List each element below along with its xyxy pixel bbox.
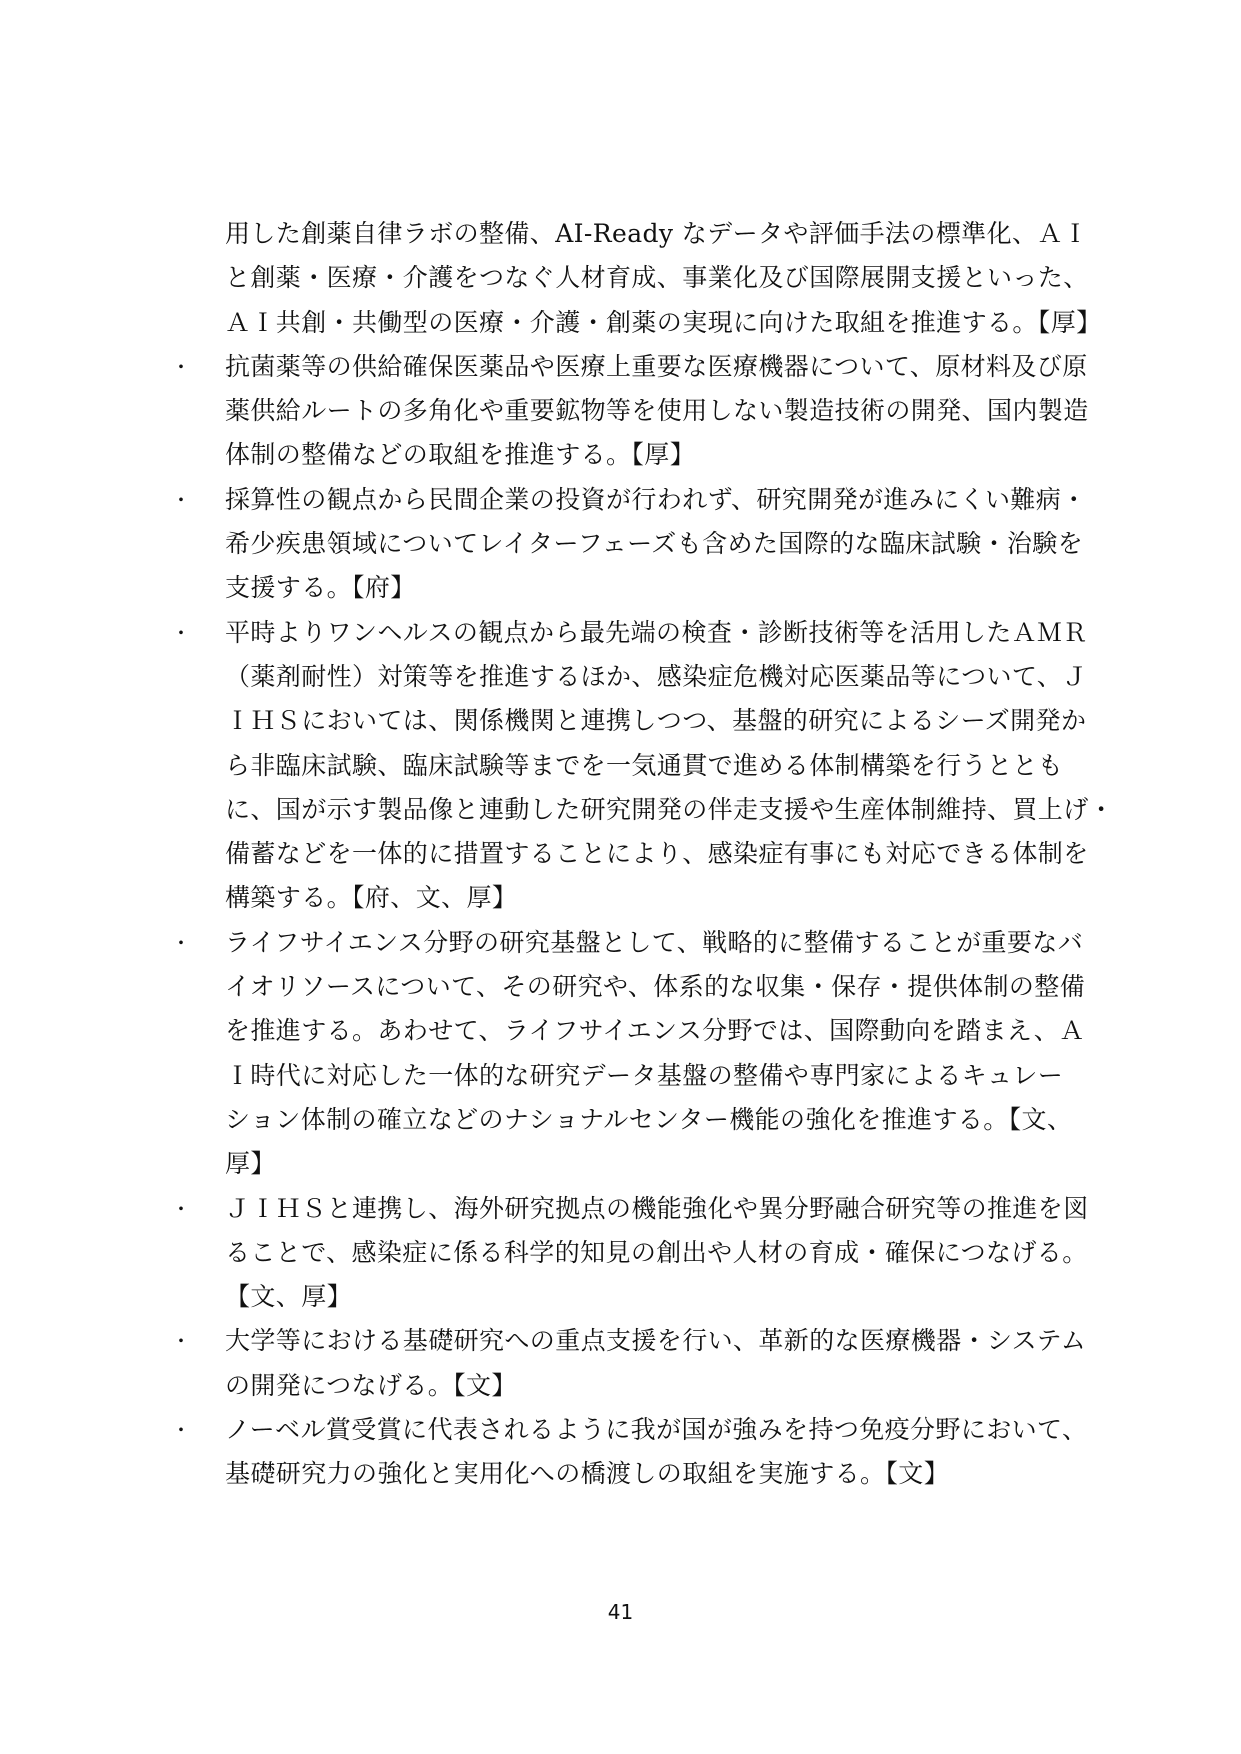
bullet-marker: ・ bbox=[171, 1196, 191, 1221]
text-line: に、国が示す製品像と連動した研究開発の伴走支援や生産体制維持、買上げ・ bbox=[225, 794, 1115, 824]
text-line: ＩＨＳにおいては、関係機関と連携しつつ、基盤的研究によるシーズ開発か bbox=[225, 706, 1087, 736]
list-item bbox=[166, 921, 1086, 1187]
bullet-marker: ・ bbox=[171, 1418, 191, 1443]
text-line: ＪＩＨＳと連携し、海外研究拠点の機能強化や異分野融合研究等の推進を図 bbox=[225, 1193, 1089, 1223]
bullet-marker: ・ bbox=[171, 620, 191, 645]
bullet-marker: ・ bbox=[171, 354, 191, 379]
list-item bbox=[166, 345, 1089, 478]
text-line: 基礎研究力の強化と実用化への橋渡しの取組を実施する。【文】 bbox=[225, 1459, 950, 1489]
text-line: 構築する。【府、文、厚】 bbox=[225, 883, 518, 913]
text-line: を推進する。あわせて、ライフサイエンス分野では、国際動向を踏まえ、Ａ bbox=[225, 1016, 1085, 1046]
text-line: 用した創薬自律ラボの整備、AI-Ready なデータや評価手法の標準化、ＡＩ bbox=[225, 219, 1089, 248]
text-line: の開発につなげる。【文】 bbox=[225, 1370, 517, 1400]
list-item bbox=[166, 1408, 1088, 1497]
text-line: 支援する。【府】 bbox=[225, 573, 416, 603]
bullet-marker: ・ bbox=[171, 487, 191, 512]
text-line: 平時よりワンヘルスの観点から最先端の検査・診断技術等を活用したＡＭＲ bbox=[225, 617, 1088, 647]
text-line: ション体制の確立などのナショナルセンター機能の強化を推進する。【文、 bbox=[225, 1104, 1073, 1134]
text-line: イオリソースについて、その研究や、体系的な収集・保存・提供体制の整備 bbox=[225, 972, 1086, 1002]
text-line: ライフサイエンス分野の研究基盤として、戦略的に整備することが重要なバ bbox=[225, 927, 1084, 957]
body-text bbox=[166, 212, 1115, 1497]
text-line: 体制の整備などの取組を推進する。【厚】 bbox=[225, 440, 696, 470]
list-item bbox=[166, 478, 1087, 611]
bullet-marker: ・ bbox=[171, 930, 191, 955]
bullet-marker: ・ bbox=[171, 1329, 191, 1354]
text-line: ら非臨床試験、臨床試験等までを一気通貫で進める体制構築を行うととも bbox=[225, 750, 1064, 780]
list-item bbox=[166, 1319, 1087, 1408]
text-line: 大学等における基礎研究への重点支援を行い、革新的な医療機器・システム bbox=[225, 1326, 1087, 1356]
text-line: ノーベル賞受賞に代表されるように我が国が強みを持つ免疫分野において、 bbox=[225, 1415, 1088, 1445]
text-line: ＡＩ共創・共働型の医療・介護・創薬の実現に向けた取組を推進する。【厚】 bbox=[225, 307, 1102, 337]
text-line: 抗菌薬等の供給確保医薬品や医療上重要な医療機器について、原材料及び原 bbox=[225, 351, 1088, 381]
text-line: 薬供給ルートの多角化や重要鉱物等を使用しない製造技術の開発、国内製造 bbox=[225, 396, 1089, 426]
text-line: Ｉ時代に対応した一体的な研究データ基盤の整備や専門家によるキュレー bbox=[225, 1060, 1064, 1090]
text-line: 希少疾患領域についてレイターフェーズも含めた国際的な臨床試験・治験を bbox=[225, 529, 1084, 559]
continuation-paragraph bbox=[166, 212, 1102, 345]
text-line: 採算性の観点から民間企業の投資が行われず、研究開発が進みにくい難病・ bbox=[225, 484, 1087, 514]
text-line: 備蓄などを一体的に措置することにより、感染症有事にも対応できる体制を bbox=[225, 839, 1089, 869]
list-item bbox=[166, 611, 1115, 921]
text-line: と創薬・医療・介護をつなぐ人材育成、事業化及び国際展開支援といった、 bbox=[225, 263, 1089, 293]
list-item bbox=[166, 1187, 1089, 1320]
page-number: 41 bbox=[607, 1600, 634, 1624]
text-line: ることで、感染症に係る科学的知見の創出や人材の育成・確保につなげる。 bbox=[225, 1237, 1088, 1267]
text-line: 厚】 bbox=[225, 1149, 276, 1179]
text-line: 【文、厚】 bbox=[225, 1282, 353, 1312]
text-line: （薬剤耐性）対策等を推進するほか、感染症危機対応医薬品等について、Ｊ bbox=[225, 661, 1088, 691]
